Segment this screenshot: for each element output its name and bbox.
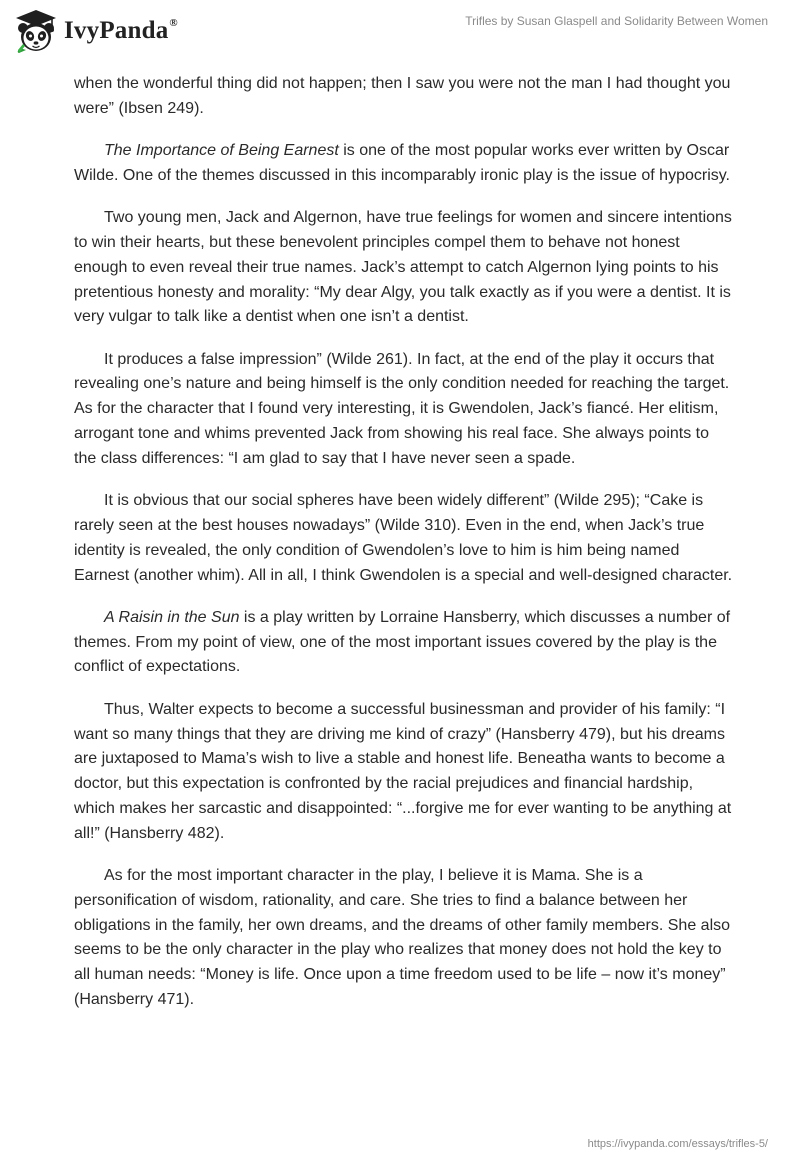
paragraph-text: Thus, Walter expects to become a successful businessman and provider of his family: “I want so many things that they are driving me kind of crazy” (Hansberry 479), but his dreams are juxtaposed to Mama’s wish to live a stable and honest life. Beneatha wants to become a doctor, but this expectation is confronted by the racial prejudices and financial hardship, which makes her sarcastic and disappointed: “...forgive me for ever wanting to be anything at all!” (Hansberry 482). [74, 700, 732, 842]
paragraph-text: is one of the most popular works ever written by Oscar Wilde. One of the themes discussed in this incomparably ironic play is the issue of hypocrisy. [74, 142, 730, 184]
essay-paragraph [74, 606, 734, 680]
essay-paragraph [74, 139, 734, 189]
brand-logo[interactable] [14, 8, 178, 54]
work-title: The Importance of Being Earnest [104, 142, 339, 160]
document-title: Trifles by Susan Glaspell and Solidarity Between Women [465, 14, 768, 28]
paragraph-text: It is obvious that our social spheres have been widely different” (Wilde 295); “Cake is rarely seen at the best houses nowadays” (Wilde 310). Even in the end, when Jack’s true identity is revealed, the only condition of Gwendolen’s love to him is him being named Earnest (another whim). All in all, I think Gwendolen is a special and well-designed character. [74, 492, 733, 584]
essay-paragraph [74, 72, 734, 122]
paragraph-text: is a play written by Lorraine Hansberry, which discusses a number of themes. From my point of view, one of the most important issues covered by the play is the conflict of expectations. [74, 608, 731, 676]
page-header [0, 0, 800, 70]
paragraph-text: when the wonderful thing did not happen; then I saw you were not the man I had thought you were” (Ibsen 249). [74, 75, 731, 117]
paragraph-text: As for the most important character in the play, I believe it is Mama. She is a personification of wisdom, rationality, and care. She tries to find a balance between her obligations in the family, her own dreams, and the dreams of other family members. She also seems to be the only character in the play who realizes that money does not hold the key to all human needs: “Money is life. Once upon a time freedom used to be life – now it’s money” (Hansberry 471). [74, 867, 731, 1008]
essay-paragraph [74, 489, 734, 588]
paragraph-text: Two young men, Jack and Algernon, have true feelings for women and sincere intentions to win their hearts, but these benevolent principles compel them to behave not honest enough to even reveal their true names. Jack’s attempt to catch Algernon lying points to his pretentious honesty and morality: “My dear Algy, you talk exactly as if you were a dentist. It is very vulgar to talk like a dentist when one isn’t a dentist. [74, 209, 732, 326]
brand-name: IvyPanda® [64, 17, 178, 44]
essay-paragraph [74, 348, 734, 472]
essay-paragraph [74, 864, 734, 1013]
source-url[interactable]: https://ivypanda.com/essays/trifles-5/ [587, 1138, 768, 1150]
essay-paragraph [74, 698, 734, 847]
paragraph-text: It produces a false impression” (Wilde 261). In fact, at the end of the play it occurs that revealing one’s nature and being himself is the only condition needed for reaching the target. As for the character that I found very interesting, it is Gwendolen, Jack’s fiancé. Her elitism, arrogant tone and whims prevented Jack from showing his real face. She always points to the class differences: “I am glad to say that I have never seen a spade. [74, 350, 730, 467]
work-title: A Raisin in the Sun [104, 608, 240, 626]
essay-paragraph [74, 206, 734, 330]
essay-body [74, 72, 734, 1030]
panda-graduation-icon [14, 8, 58, 54]
